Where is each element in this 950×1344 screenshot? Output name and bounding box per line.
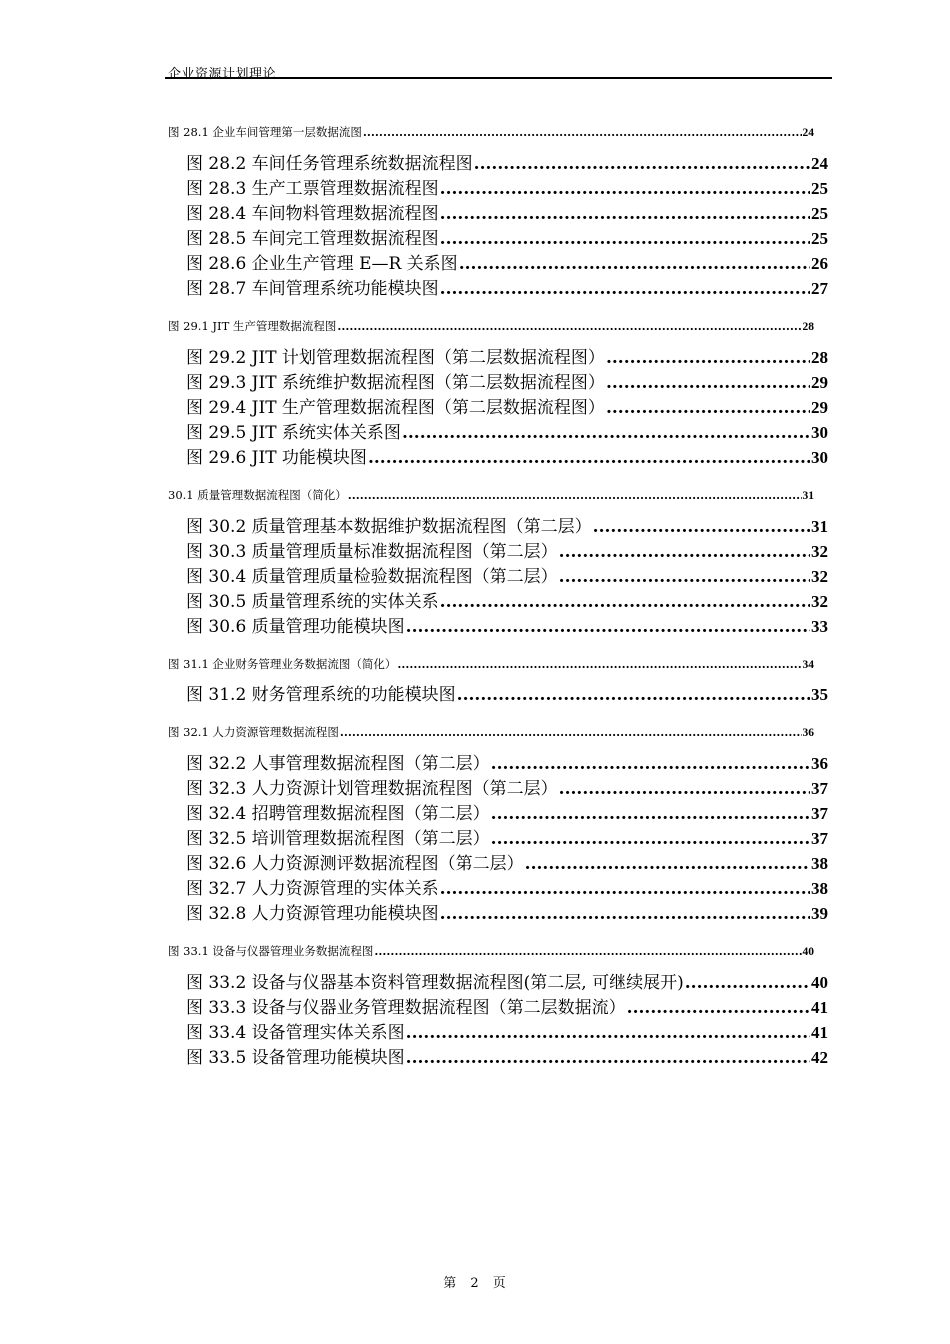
toc-entry[interactable] — [186, 1043, 828, 1067]
toc-entry-page: 28 — [811, 348, 828, 367]
toc-dot-leader — [559, 542, 810, 562]
toc-dot-leader — [406, 617, 810, 637]
toc-dot-leader — [459, 254, 810, 274]
toc-dot-leader — [559, 567, 810, 587]
toc-dot-leader — [440, 204, 810, 224]
toc-entry[interactable] — [186, 443, 828, 467]
toc-entry[interactable] — [186, 993, 828, 1017]
toc-entry-page: 32 — [811, 542, 828, 561]
toc-entry-label: 图 28.3 生产工票管理数据流程图 — [186, 179, 439, 199]
toc-entry-label: 图 32.5 培训管理数据流程图（第二层） — [186, 829, 490, 849]
toc-entry-page: 37 — [811, 779, 828, 798]
toc-dot-leader — [440, 592, 810, 612]
toc-entry-page: 31 — [811, 517, 828, 536]
toc-entry-page: 32 — [811, 592, 828, 611]
toc-entry-page: 36 — [811, 754, 828, 773]
toc-entry[interactable] — [186, 199, 828, 223]
toc-entry-label: 图 33.5 设备管理功能模块图 — [186, 1048, 405, 1068]
toc-dot-leader — [440, 229, 810, 249]
toc-entry-page: 25 — [811, 229, 828, 248]
toc-entry-label: 图 28.6 企业生产管理 E—R 关系图 — [186, 254, 458, 274]
toc-entry[interactable] — [168, 656, 814, 672]
toc-entry[interactable] — [186, 899, 828, 923]
toc-entry-label: 图 29.4 JIT 生产管理数据流程图（第二层数据流程图） — [186, 398, 605, 418]
toc-entry[interactable] — [186, 824, 828, 848]
toc-entry-label: 图 32.2 人事管理数据流程图（第二层） — [186, 754, 490, 774]
toc-entry-label: 图 32.6 人力资源测评数据流程图（第二层） — [186, 854, 524, 874]
toc-entry-page: 40 — [811, 973, 828, 992]
toc-entry[interactable] — [168, 124, 814, 140]
toc-entry-label: 图 32.4 招聘管理数据流程图（第二层） — [186, 804, 490, 824]
toc-entry-label: 图 31.1 企业财务管理业务数据流图（简化） — [168, 657, 397, 671]
toc-dot-leader — [340, 725, 802, 739]
toc-dot-leader — [525, 854, 810, 874]
toc-entry[interactable] — [186, 512, 828, 536]
toc-entry[interactable] — [186, 418, 828, 442]
toc-entry-page: 30 — [811, 423, 828, 442]
toc-entry[interactable] — [168, 487, 814, 503]
toc-dot-leader — [474, 154, 810, 174]
toc-entry-page: 24 — [811, 154, 828, 173]
toc-entry[interactable] — [186, 393, 828, 417]
toc-entry-label: 图 29.3 JIT 系统维护数据流程图（第二层数据流程图） — [186, 373, 605, 393]
toc-dot-leader — [491, 804, 810, 824]
toc-entry[interactable] — [186, 774, 828, 798]
toc-dot-leader — [491, 829, 810, 849]
toc-entry[interactable] — [186, 680, 828, 704]
toc-entry-label: 图 28.7 车间管理系统功能模块图 — [186, 279, 439, 299]
toc-entry-page: 34 — [802, 659, 814, 671]
toc-entry-page: 33 — [811, 617, 828, 636]
toc-entry-label: 图 32.8 人力资源管理功能模块图 — [186, 904, 439, 924]
toc-dot-leader — [606, 373, 810, 393]
toc-entry-page: 42 — [811, 1048, 828, 1067]
toc-entry[interactable] — [186, 149, 828, 173]
toc-entry-page: 25 — [811, 179, 828, 198]
toc-entry-page: 36 — [802, 727, 814, 739]
toc-dot-leader — [363, 125, 802, 139]
toc-entry-label: 图 30.6 质量管理功能模块图 — [186, 617, 405, 637]
toc-entry[interactable] — [186, 587, 828, 611]
toc-entry-page: 37 — [811, 804, 828, 823]
toc-entry[interactable] — [186, 612, 828, 636]
toc-entry-page: 40 — [802, 946, 814, 958]
toc-dot-leader — [606, 398, 810, 418]
toc-dot-leader — [397, 657, 801, 671]
toc-entry-page: 30 — [811, 448, 828, 467]
toc-entry-label: 图 33.3 设备与仪器业务管理数据流程图（第二层数据流） — [186, 998, 626, 1018]
toc-entry-label: 图 31.2 财务管理系统的功能模块图 — [186, 685, 456, 705]
toc-dot-leader — [348, 488, 802, 502]
toc-entry-label: 图 28.5 车间完工管理数据流程图 — [186, 229, 439, 249]
toc-entry-label: 图 30.2 质量管理基本数据维护数据流程图（第二层） — [186, 517, 592, 537]
toc-entry[interactable] — [186, 537, 828, 561]
toc-entry-page: 25 — [811, 204, 828, 223]
toc-entry-label: 图 33.4 设备管理实体关系图 — [186, 1023, 405, 1043]
toc-entry[interactable] — [186, 274, 828, 298]
toc-dot-leader — [606, 348, 810, 368]
toc-entry-label: 30.1 质量管理数据流程图（简化） — [168, 488, 347, 502]
toc-dot-leader — [593, 517, 810, 537]
toc-entry[interactable] — [168, 943, 814, 959]
toc-entry-label: 图 29.5 JIT 系统实体关系图 — [186, 423, 401, 443]
toc-dot-leader — [685, 973, 810, 993]
toc-entry-page: 24 — [802, 127, 814, 139]
toc-entry-label: 图 28.1 企业车间管理第一层数据流图 — [168, 125, 362, 139]
toc-dot-leader — [440, 904, 810, 924]
toc-entry-page: 27 — [811, 279, 828, 298]
toc-entry[interactable] — [186, 1018, 828, 1042]
toc-entry[interactable] — [186, 849, 828, 873]
toc-entry-page: 29 — [811, 398, 828, 417]
toc-entry-label: 图 28.2 车间任务管理系统数据流程图 — [186, 154, 473, 174]
toc-entry[interactable] — [186, 368, 828, 392]
toc-dot-leader — [491, 754, 810, 774]
toc-entry[interactable] — [168, 724, 814, 740]
toc-entry-label: 图 29.6 JIT 功能模块图 — [186, 448, 367, 468]
toc-dot-leader — [457, 685, 810, 705]
toc-entry-label: 图 30.3 质量管理质量标准数据流程图（第二层） — [186, 542, 558, 562]
toc-entry-label: 图 30.5 质量管理系统的实体关系 — [186, 592, 439, 612]
toc-dot-leader — [559, 779, 810, 799]
toc-entry-page: 38 — [811, 879, 828, 898]
toc-entry-label: 图 32.3 人力资源计划管理数据流程图（第二层） — [186, 779, 558, 799]
toc-entry-page: 37 — [811, 829, 828, 848]
toc-entry[interactable] — [186, 249, 828, 273]
toc-entry[interactable] — [186, 224, 828, 248]
toc-entry-page: 32 — [811, 567, 828, 586]
toc-entry-label: 图 29.1 JIT 生产管理数据流程图 — [168, 319, 337, 333]
toc-entry-label: 图 32.1 人力资源管理数据流程图 — [168, 725, 339, 739]
toc-entry-page: 41 — [811, 998, 828, 1017]
footer-page-number: 2 — [470, 1276, 480, 1291]
toc-entry[interactable] — [186, 874, 828, 898]
toc-dot-leader — [368, 448, 810, 468]
toc-dot-leader — [627, 998, 810, 1018]
toc-entry[interactable] — [186, 968, 828, 992]
footer-suffix: 页 — [492, 1276, 507, 1291]
toc-entry-label: 图 33.2 设备与仪器基本资料管理数据流程图(第二层, 可继续展开) — [186, 973, 684, 993]
toc-dot-leader — [402, 423, 810, 443]
toc-entry-label: 图 32.7 人力资源管理的实体关系 — [186, 879, 439, 899]
toc-entry[interactable] — [186, 799, 828, 823]
toc-entry-label: 图 30.4 质量管理质量检验数据流程图（第二层） — [186, 567, 558, 587]
toc-entry[interactable] — [186, 749, 828, 773]
toc-dot-leader — [440, 879, 810, 899]
toc-dot-leader — [337, 319, 801, 333]
toc-entry-label: 图 28.4 车间物料管理数据流程图 — [186, 204, 439, 224]
header-divider — [165, 77, 832, 79]
toc-entry-label: 图 29.2 JIT 计划管理数据流程图（第二层数据流程图） — [186, 348, 605, 368]
toc-dot-leader — [406, 1023, 810, 1043]
toc-entry-page: 35 — [811, 685, 828, 704]
page-footer — [0, 1272, 950, 1291]
document-title: 企业资源计划理论 — [168, 67, 277, 82]
toc-dot-leader — [406, 1048, 810, 1068]
toc-entry[interactable] — [186, 174, 828, 198]
toc-entry-label: 图 33.1 设备与仪器管理业务数据流程图 — [168, 944, 374, 958]
toc-dot-leader — [440, 279, 810, 299]
toc-entry-page: 31 — [802, 490, 814, 502]
toc-entry-page: 41 — [811, 1023, 828, 1042]
toc-entry-page: 28 — [802, 321, 814, 333]
toc-dot-leader — [440, 179, 810, 199]
toc-entry-page: 29 — [811, 373, 828, 392]
toc-entry-page: 38 — [811, 854, 828, 873]
toc-entry[interactable] — [186, 343, 828, 367]
footer-prefix: 第 — [443, 1276, 458, 1291]
toc-entry[interactable] — [168, 318, 814, 334]
toc-entry-page: 26 — [811, 254, 828, 273]
toc-entry-page: 39 — [811, 904, 828, 923]
toc-dot-leader — [374, 944, 801, 958]
toc-entry[interactable] — [186, 562, 828, 586]
